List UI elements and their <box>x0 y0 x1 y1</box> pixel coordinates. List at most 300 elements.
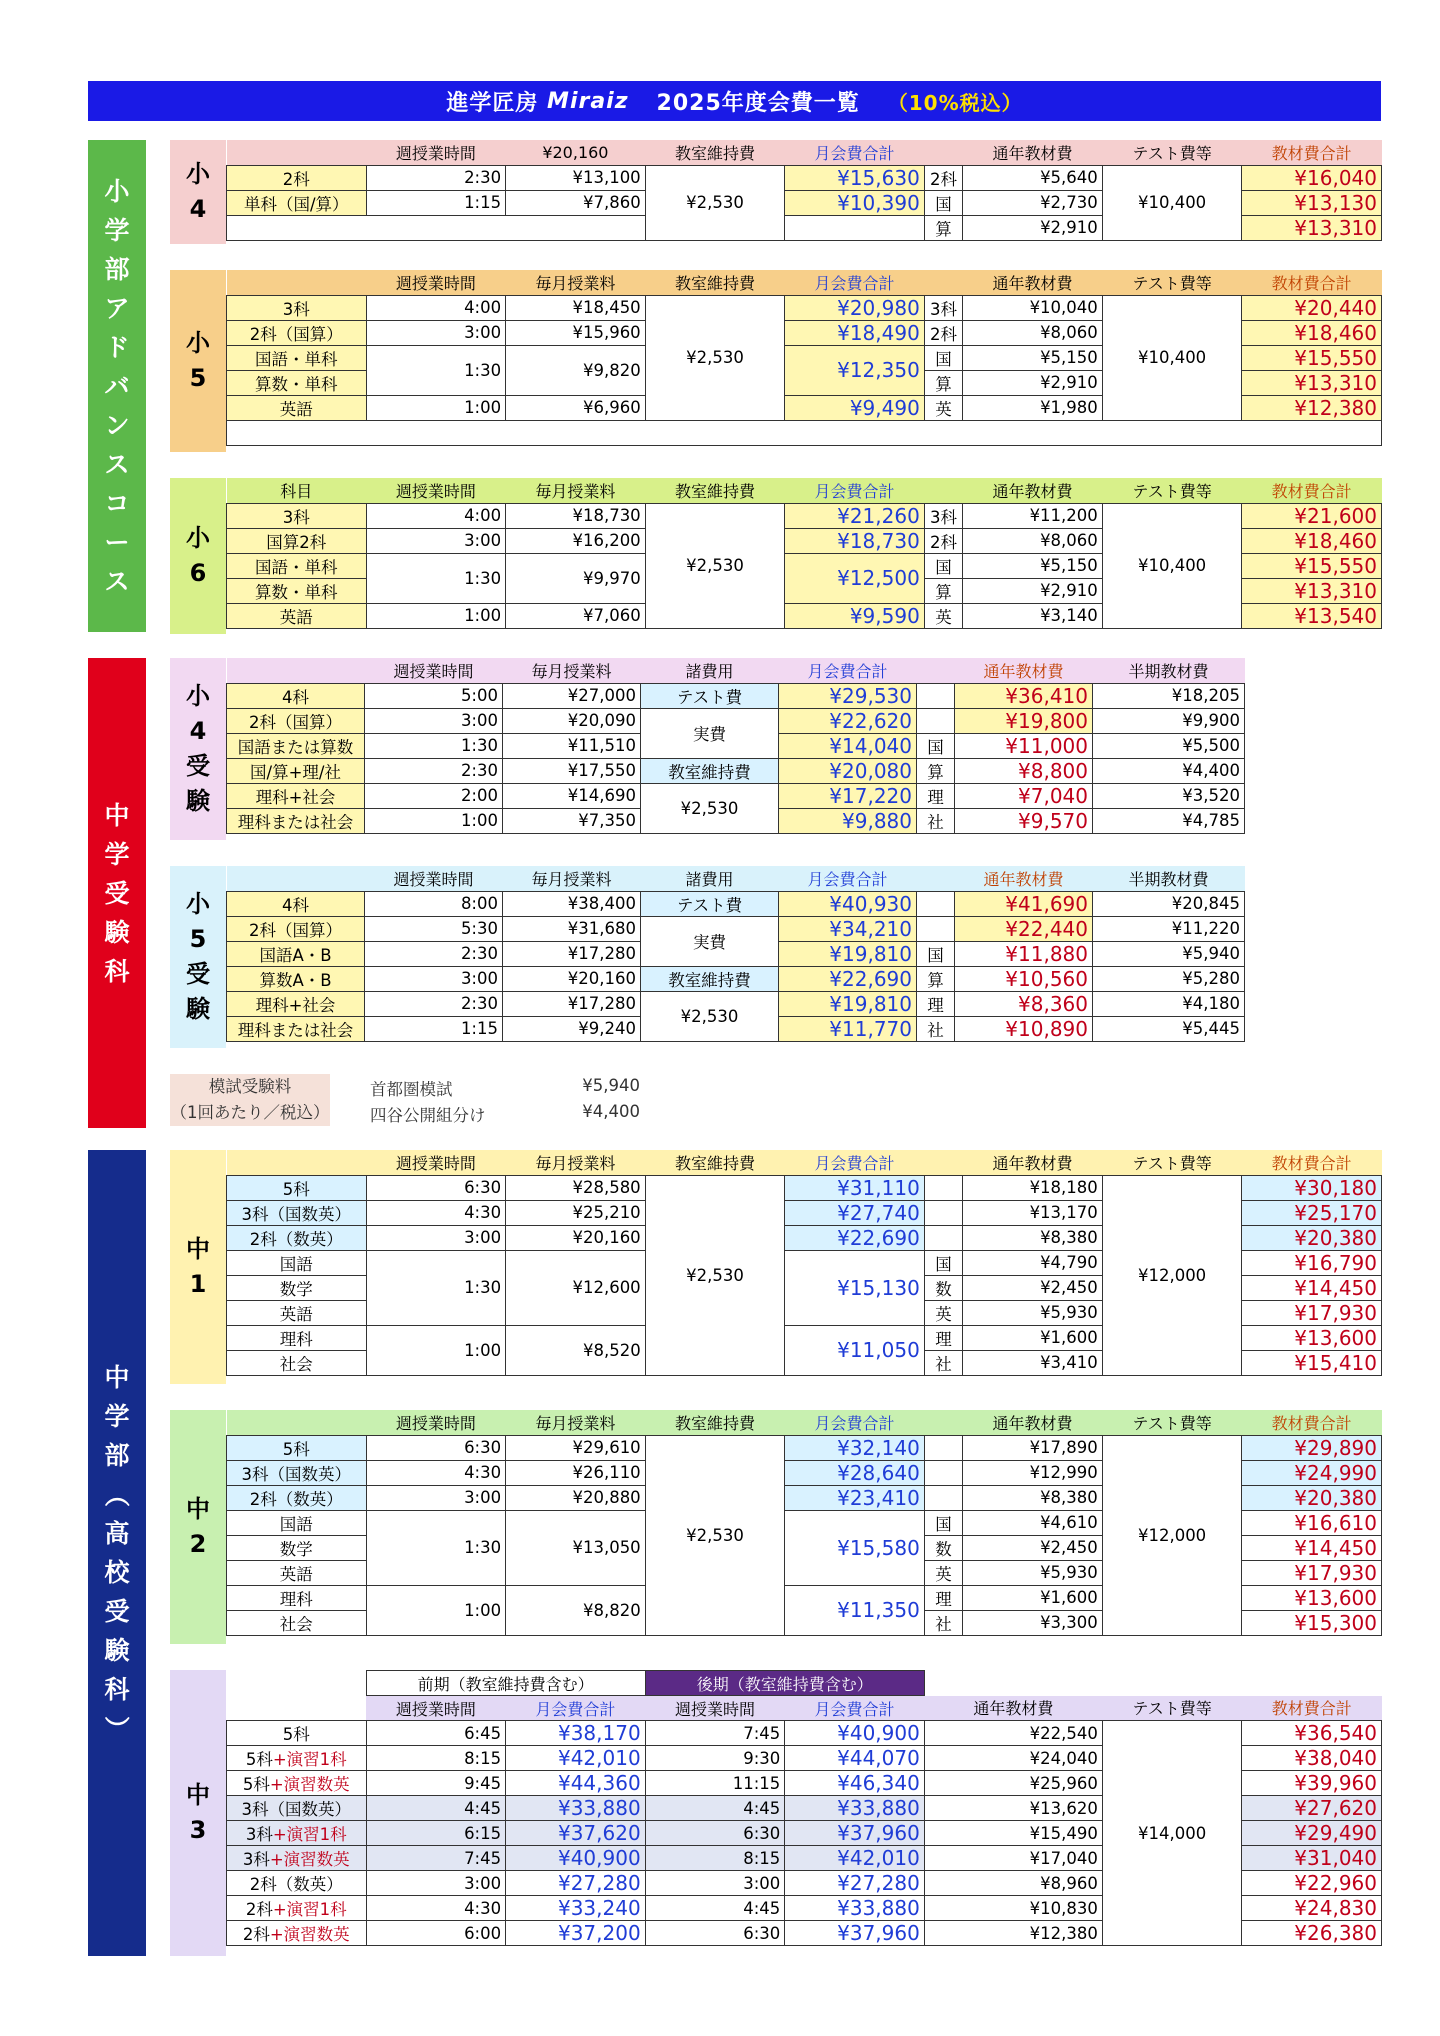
table-cell: ¥15,410 <box>1242 1350 1382 1375</box>
table-cell: ¥21,260 <box>785 503 925 528</box>
table-cell: ¥3,520 <box>1093 783 1245 808</box>
column-header: 諸費用 <box>685 869 734 889</box>
table-cell: 2科（数英） <box>227 1225 367 1250</box>
column-header: 教材費合計 <box>1271 1699 1352 1719</box>
table-cell: ¥17,220 <box>779 783 917 808</box>
mock-label-line: （1回あたり／税込） <box>170 1103 330 1122</box>
fee-table <box>226 478 1382 629</box>
table-cell: ¥17,550 <box>503 758 641 783</box>
table-row <box>227 420 1382 445</box>
table-cell: ¥5,930 <box>963 1560 1103 1585</box>
table-cell <box>924 1671 1381 1696</box>
table-cell: ¥11,220 <box>1093 916 1245 941</box>
table-cell: ¥4,180 <box>1093 991 1245 1016</box>
table-cell: 国/算+理/社 <box>227 758 365 783</box>
table-cell: 2科 <box>924 528 962 553</box>
table-cell: ¥8,380 <box>963 1485 1103 1510</box>
table-cell: 1:30 <box>366 1250 506 1325</box>
column-header: 毎月授業料 <box>531 869 612 889</box>
column-header: 通年教材費 <box>992 1413 1073 1433</box>
table-cell: ¥32,140 <box>785 1435 925 1460</box>
grade-label: 中 2 <box>170 1410 226 1644</box>
section-exam-grade5 <box>170 866 1270 1048</box>
table-cell: ¥30,180 <box>1242 1175 1382 1200</box>
course-name: 5科 <box>282 1725 310 1744</box>
table-cell: 国算2科 <box>227 528 367 553</box>
table-cell: 1:30 <box>366 553 506 603</box>
table-cell: 2:00 <box>365 783 503 808</box>
table-cell: ¥25,960 <box>924 1771 1102 1796</box>
table-cell: ¥9,590 <box>785 603 925 628</box>
table-cell: 1:00 <box>366 1585 506 1635</box>
table-cell: ¥33,880 <box>785 1896 925 1921</box>
table-cell: ¥16,200 <box>506 528 646 553</box>
band-char: ス <box>104 449 130 479</box>
table-cell: ¥18,450 <box>506 295 646 320</box>
column-header: 月会費合計 <box>535 1699 616 1719</box>
table-cell: ¥12,380 <box>1242 395 1382 420</box>
table-cell: ¥5,930 <box>963 1300 1103 1325</box>
table-cell: ¥24,990 <box>1242 1460 1382 1485</box>
course-name: 3科 <box>245 1825 273 1844</box>
column-header: 月会費合計 <box>807 869 888 889</box>
table-cell: ¥14,450 <box>1242 1535 1382 1560</box>
school-name: 進学匠房 <box>446 90 539 116</box>
table-cell <box>917 916 955 941</box>
table-cell: ¥40,900 <box>506 1846 646 1871</box>
table-cell: 4:45 <box>645 1896 785 1921</box>
course-addon: +演習数英 <box>269 1775 350 1794</box>
table-cell: 社会 <box>227 1350 367 1375</box>
table-cell: ¥42,010 <box>785 1846 925 1871</box>
tax-note: （10%税込） <box>887 90 1023 115</box>
column-header: 通年教材費 <box>992 481 1073 501</box>
table-cell: ¥17,040 <box>924 1846 1102 1871</box>
column-header: 教室維持費 <box>674 1153 755 1173</box>
table-cell: 英語 <box>227 1300 367 1325</box>
table-cell: ¥36,410 <box>955 683 1093 708</box>
table-cell: ¥15,300 <box>1242 1610 1382 1635</box>
table-cell: ¥37,620 <box>506 1821 646 1846</box>
column-header: 週授業時間 <box>395 481 476 501</box>
fee-table <box>226 1150 1382 1376</box>
table-cell: 2:30 <box>365 941 503 966</box>
table-row <box>227 783 1245 808</box>
table-cell: ¥20,380 <box>1242 1225 1382 1250</box>
column-header: 月会費合計 <box>814 273 895 293</box>
table-cell: ¥38,170 <box>506 1721 646 1746</box>
table-cell: ¥2,910 <box>963 370 1103 395</box>
mock-label-line: 模試受験料 <box>208 1077 292 1096</box>
table-cell: 5:30 <box>365 916 503 941</box>
table-cell: ¥10,830 <box>924 1896 1102 1921</box>
section-grade6 <box>170 478 1382 634</box>
table-cell <box>227 1921 367 1946</box>
table-cell: ¥19,810 <box>779 991 917 1016</box>
table-row <box>227 991 1245 1016</box>
table-cell: ¥2,530 <box>645 295 785 420</box>
column-header: 教材費合計 <box>1271 1413 1352 1433</box>
column-header: 教材費合計 <box>1271 1153 1352 1173</box>
table-cell <box>917 891 955 916</box>
table-cell: ¥22,960 <box>1242 1871 1382 1896</box>
table-cell: 理科 <box>227 1585 367 1610</box>
table-cell: 算数A・B <box>227 966 365 991</box>
table-cell: ¥15,490 <box>924 1821 1102 1846</box>
table-cell: 1:30 <box>366 1510 506 1585</box>
mock-exam-label <box>170 1074 330 1126</box>
table-cell: ¥2,730 <box>963 190 1103 215</box>
table-cell: ¥27,280 <box>785 1871 925 1896</box>
table-cell: ¥24,040 <box>924 1746 1102 1771</box>
column-header: 諸費用 <box>685 661 734 681</box>
section-middle1 <box>170 1150 1382 1384</box>
table-cell: ¥15,130 <box>785 1250 925 1325</box>
table-cell: 国 <box>924 190 962 215</box>
fee-table <box>226 270 1382 446</box>
table-cell: 教室維持費 <box>641 966 779 991</box>
table-cell: ¥44,360 <box>506 1771 646 1796</box>
table-cell: 国 <box>924 1250 962 1275</box>
table-cell: ¥10,400 <box>1102 503 1242 628</box>
table-cell: ¥11,880 <box>955 941 1093 966</box>
table-cell: 算 <box>917 758 955 783</box>
table-cell <box>924 1200 962 1225</box>
table-cell: ¥20,845 <box>1093 891 1245 916</box>
table-cell <box>227 1746 367 1771</box>
band-char: 科 <box>104 1675 130 1704</box>
table-cell: 理科+社会 <box>227 991 365 1016</box>
table-cell: 算 <box>917 966 955 991</box>
table-cell: ¥14,450 <box>1242 1275 1382 1300</box>
table-cell: ¥10,390 <box>785 190 925 215</box>
table-cell: ¥22,440 <box>955 916 1093 941</box>
table-cell: ¥5,500 <box>1093 733 1245 758</box>
table-cell: ¥15,960 <box>506 320 646 345</box>
table-cell: ¥11,050 <box>785 1325 925 1375</box>
table-cell: 6:30 <box>366 1175 506 1200</box>
table-cell: ¥12,350 <box>785 345 925 395</box>
fee-table <box>226 140 1382 241</box>
table-cell: ¥8,360 <box>955 991 1093 1016</box>
section-middle3 <box>170 1670 1382 1956</box>
column-header: ¥20,160 <box>542 142 609 162</box>
table-row <box>227 1721 1382 1746</box>
table-cell: ¥19,800 <box>955 708 1093 733</box>
column-header: 週授業時間 <box>395 273 476 293</box>
table-cell: ¥21,600 <box>1242 503 1382 528</box>
section-grade4 <box>170 140 1382 244</box>
table-cell: 3:00 <box>366 1225 506 1250</box>
table-cell: ¥2,910 <box>963 578 1103 603</box>
table-cell: ¥16,610 <box>1242 1510 1382 1535</box>
column-header: 半期教材費 <box>1128 869 1209 889</box>
table-cell: ¥4,610 <box>963 1510 1103 1535</box>
table-cell: ¥4,400 <box>1093 758 1245 783</box>
table-cell: ¥25,210 <box>506 1200 646 1225</box>
table-cell: ¥8,060 <box>963 320 1103 345</box>
table-cell: ¥9,970 <box>506 553 646 603</box>
table-cell: ¥2,450 <box>963 1535 1103 1560</box>
mock-exam-name: 四谷公開組分け <box>370 1106 486 1125</box>
table-cell: ¥8,800 <box>955 758 1093 783</box>
table-cell: ¥5,280 <box>1093 966 1245 991</box>
table-cell: ¥9,900 <box>1093 708 1245 733</box>
table-cell: 社 <box>917 808 955 833</box>
table-cell <box>924 1460 962 1485</box>
table-cell: ¥8,380 <box>963 1225 1103 1250</box>
grade-label: 小 4 受 験 <box>170 658 226 840</box>
table-cell: ¥46,340 <box>785 1771 925 1796</box>
table-cell: ¥18,180 <box>963 1175 1103 1200</box>
table-cell: ¥4,785 <box>1093 808 1245 833</box>
table-cell: ¥13,050 <box>506 1510 646 1585</box>
column-header: 週授業時間 <box>395 143 476 163</box>
table-cell: ¥12,500 <box>785 553 925 603</box>
header-row <box>227 140 1382 165</box>
table-cell: 1:30 <box>365 733 503 758</box>
table-cell: ¥9,820 <box>506 345 646 395</box>
table-cell: ¥10,400 <box>1102 165 1242 240</box>
column-header <box>227 140 367 165</box>
table-cell: 国語 <box>227 1510 367 1535</box>
course-addon: +演習1科 <box>272 1825 347 1844</box>
table-cell: ¥14,040 <box>779 733 917 758</box>
band-char: 部 <box>104 254 130 284</box>
table-cell: ¥10,400 <box>1102 295 1242 420</box>
band-char: 科 <box>104 956 130 986</box>
table-cell: ¥14,690 <box>503 783 641 808</box>
table-cell: ¥13,310 <box>1242 370 1382 395</box>
table-cell: 1:00 <box>365 808 503 833</box>
header-row <box>227 1696 1382 1721</box>
table-cell: ¥38,400 <box>503 891 641 916</box>
table-cell: 3科（国数英） <box>227 1460 367 1485</box>
table-cell: 単科（国/算） <box>227 190 367 215</box>
table-cell: ¥22,620 <box>779 708 917 733</box>
table-cell: ¥8,520 <box>506 1325 646 1375</box>
table-row <box>227 165 1382 190</box>
table-cell: 6:15 <box>366 1821 506 1846</box>
column-header: 後期（教室維持費含む） <box>645 1671 924 1696</box>
table-cell: ¥20,080 <box>779 758 917 783</box>
table-cell: 社会 <box>227 1610 367 1635</box>
table-cell: ¥28,640 <box>785 1460 925 1485</box>
table-cell: ¥13,310 <box>1242 215 1382 240</box>
table-cell: 1:00 <box>366 603 506 628</box>
table-cell: 2:30 <box>365 758 503 783</box>
grade-label: 小 5 受 験 <box>170 866 226 1048</box>
table-cell: ¥23,410 <box>785 1485 925 1510</box>
table-cell: ¥11,000 <box>955 733 1093 758</box>
table-cell: ¥2,450 <box>963 1275 1103 1300</box>
column-header <box>227 1696 367 1721</box>
table-cell: 2科 <box>924 320 962 345</box>
column-header: テスト費等 <box>1132 481 1212 501</box>
header-row <box>227 1150 1382 1175</box>
table-cell: 4:00 <box>366 295 506 320</box>
table-row <box>227 1435 1382 1460</box>
table-cell: 国 <box>924 345 962 370</box>
table-cell: 4:45 <box>366 1796 506 1821</box>
table-cell: 国 <box>917 941 955 966</box>
table-cell: ¥17,280 <box>503 941 641 966</box>
table-cell: ¥18,730 <box>785 528 925 553</box>
table-cell: 2科（数英） <box>227 1485 367 1510</box>
table-cell: ¥14,000 <box>1102 1721 1242 1946</box>
table-cell: ¥44,070 <box>785 1746 925 1771</box>
table-cell <box>227 1796 367 1821</box>
table-cell: ¥15,550 <box>1242 345 1382 370</box>
table-cell: ¥33,240 <box>506 1896 646 1921</box>
table-cell: 3科 <box>227 503 367 528</box>
table-cell: ¥1,600 <box>963 1585 1103 1610</box>
table-cell: ¥16,790 <box>1242 1250 1382 1275</box>
course-addon: +演習1科 <box>272 1750 347 1769</box>
header-row <box>227 1671 1382 1696</box>
table-cell: ¥33,880 <box>506 1796 646 1821</box>
table-cell <box>227 1771 367 1796</box>
table-cell: 英 <box>924 1300 962 1325</box>
column-header: 毎月授業料 <box>531 661 612 681</box>
table-cell: 1:15 <box>366 190 506 215</box>
column-header: 教室維持費 <box>674 143 755 163</box>
table-cell: ¥11,510 <box>503 733 641 758</box>
table-cell: ¥13,170 <box>963 1200 1103 1225</box>
table-cell: ¥34,210 <box>779 916 917 941</box>
table-cell: 2科（国算） <box>227 916 365 941</box>
table-cell: ¥18,460 <box>1242 528 1382 553</box>
table-cell: ¥18,205 <box>1093 683 1245 708</box>
column-header: 科目 <box>280 481 313 501</box>
column-header: 通年教材費 <box>992 143 1073 163</box>
table-cell <box>227 1671 367 1696</box>
table-cell: 11:15 <box>645 1771 785 1796</box>
table-cell: ¥38,040 <box>1242 1746 1382 1771</box>
table-cell <box>917 683 955 708</box>
table-cell: ¥7,060 <box>506 603 646 628</box>
table-cell: ¥2,530 <box>645 503 785 628</box>
band-char: ー <box>104 527 130 557</box>
fee-table <box>226 866 1245 1042</box>
table-cell: 英語 <box>227 1560 367 1585</box>
column-header <box>924 140 962 165</box>
course-addon: +演習数英 <box>269 1925 350 1944</box>
table-cell <box>227 215 785 240</box>
column-header: 月会費合計 <box>814 481 895 501</box>
table-cell: 3:00 <box>645 1871 785 1896</box>
table-cell: ¥3,410 <box>963 1350 1103 1375</box>
table-cell <box>227 1821 367 1846</box>
table-cell: ¥9,240 <box>503 1016 641 1041</box>
column-header <box>227 1150 367 1175</box>
column-header: 週授業時間 <box>393 869 474 889</box>
table-cell: ¥7,860 <box>506 190 646 215</box>
table-cell <box>785 215 925 240</box>
table-cell: 実費 <box>641 916 779 966</box>
table-cell: 3:00 <box>365 708 503 733</box>
course-name: 3科（国数英） <box>241 1800 352 1819</box>
table-cell: 国 <box>917 733 955 758</box>
table-cell: ¥13,540 <box>1242 603 1382 628</box>
column-header: 週授業時間 <box>395 1413 476 1433</box>
header-row <box>227 658 1245 683</box>
table-cell: 2:30 <box>366 165 506 190</box>
band-char: バ <box>104 371 130 401</box>
table-cell: 英語 <box>227 603 367 628</box>
band-char: 験 <box>104 1636 130 1665</box>
table-cell: 国語または算数 <box>227 733 365 758</box>
table-cell: ¥8,960 <box>924 1871 1102 1896</box>
table-cell: 5科 <box>227 1435 367 1460</box>
table-cell: ¥11,200 <box>963 503 1103 528</box>
table-row <box>227 891 1245 916</box>
table-cell: 国語A・B <box>227 941 365 966</box>
header-row <box>227 866 1245 891</box>
table-cell: ¥3,140 <box>963 603 1103 628</box>
table-cell: 数 <box>924 1535 962 1560</box>
table-cell: 3科（国数英） <box>227 1200 367 1225</box>
table-cell: ¥41,690 <box>955 891 1093 916</box>
course-addon: +演習数英 <box>269 1850 350 1869</box>
column-header: 教材費合計 <box>1271 143 1352 163</box>
column-header: 半期教材費 <box>1128 661 1209 681</box>
table-cell: 国 <box>924 553 962 578</box>
column-header: テスト費等 <box>1132 1413 1212 1433</box>
table-cell: 1:00 <box>366 395 506 420</box>
band-char: （ <box>102 1481 132 1508</box>
table-cell: 6:00 <box>366 1921 506 1946</box>
section-middle2 <box>170 1410 1382 1644</box>
band-char: ア <box>104 293 130 323</box>
table-cell: 9:45 <box>366 1771 506 1796</box>
table-cell: ¥18,490 <box>785 320 925 345</box>
table-cell <box>924 1435 962 1460</box>
table-cell <box>924 1175 962 1200</box>
table-cell: ¥2,910 <box>963 215 1103 240</box>
table-cell: 算数・単科 <box>227 370 367 395</box>
table-cell: ¥28,580 <box>506 1175 646 1200</box>
table-cell: ¥31,110 <box>785 1175 925 1200</box>
table-cell: ¥15,630 <box>785 165 925 190</box>
table-cell: ¥8,820 <box>506 1585 646 1635</box>
column-header: 月会費合計 <box>814 1413 895 1433</box>
column-header: 教材費合計 <box>1271 273 1352 293</box>
table-cell: ¥29,610 <box>506 1435 646 1460</box>
table-cell: 4科 <box>227 891 365 916</box>
table-cell: ¥20,880 <box>506 1485 646 1510</box>
table-cell: 数学 <box>227 1535 367 1560</box>
table-cell: 理科または社会 <box>227 808 365 833</box>
table-cell: ¥7,350 <box>503 808 641 833</box>
table-cell: 算数・単科 <box>227 578 367 603</box>
table-cell <box>227 1896 367 1921</box>
table-cell: 2科 <box>924 165 962 190</box>
column-header: 月会費合計 <box>814 143 895 163</box>
column-header: 月会費合計 <box>814 1699 895 1719</box>
section-exam-grade4 <box>170 658 1270 840</box>
header-row <box>227 478 1382 503</box>
table-cell: ¥31,680 <box>503 916 641 941</box>
table-cell: ¥13,130 <box>1242 190 1382 215</box>
table-row <box>227 708 1245 733</box>
table-cell: 2科（国算） <box>227 320 367 345</box>
table-cell: ¥3,300 <box>963 1610 1103 1635</box>
table-cell: 国語 <box>227 1250 367 1275</box>
table-cell: 6:45 <box>366 1721 506 1746</box>
section-grade5 <box>170 270 1382 452</box>
table-cell: ¥29,890 <box>1242 1435 1382 1460</box>
